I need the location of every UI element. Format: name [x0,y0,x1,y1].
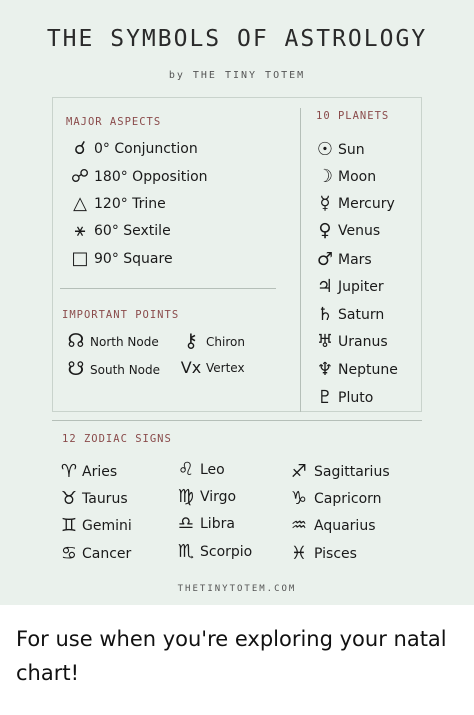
major-aspects-heading: MAJOR ASPECTS [66,116,162,128]
byline: by THE TINY TOTEM [168,70,306,81]
pisces-icon: ♓ [290,543,308,564]
aries-icon: ♈ [60,461,78,482]
zodiac-item [172,488,236,506]
planet-label: Uranus [338,334,388,350]
planet-item [312,278,384,296]
libra-icon: ♎ [177,513,195,534]
mars-icon: ♂ [316,249,334,270]
planet-label: Saturn [338,307,385,323]
zodiac-label: Cancer [82,546,132,562]
planet-item [312,141,365,159]
jupiter-icon: ♃ [316,276,334,297]
zodiac-label: Pisces [314,546,357,562]
aspect-item [66,195,166,213]
gemini-icon: ♊ [60,515,78,536]
aspect-label: 60° Sextile [94,223,171,239]
neptune-icon: ♆ [316,359,334,380]
planet-item [312,168,376,186]
chiron-icon: ⚷ [184,330,198,352]
zodiac-item [56,490,128,508]
planet-label: Jupiter [338,279,384,295]
aspect-item [66,168,208,186]
moon-icon: ☽ [316,166,334,187]
uranus-icon: ♅ [316,331,334,352]
aspect-item [66,140,198,158]
zodiac-item [56,545,131,563]
sagittarius-icon: ♐ [290,461,308,482]
zodiac-label: Leo [200,462,225,478]
zodiac-item [56,517,132,535]
planet-item [312,306,384,324]
zodiac-divider [52,420,422,421]
scorpio-icon: ♏ [177,541,195,562]
zodiac-label: Virgo [200,489,237,505]
poster-title: THE SYMBOLS OF ASTROLOGY [46,26,428,52]
zodiac-item [284,517,375,535]
venus-icon: ♀ [318,220,332,241]
planet-label: Sun [338,142,365,158]
point-label: Chiron [206,334,245,349]
zodiac-item [284,463,390,481]
aspect-label: 0° Conjunction [94,141,198,157]
footer-url: THETINYTOTEM.COM [177,584,297,594]
zodiac-item [172,515,235,533]
planet-label: Moon [338,169,377,185]
planet-label: Neptune [338,362,398,378]
point-item [176,332,245,351]
capricorn-icon: ♑ [290,488,308,509]
planets-heading: 10 PLANETS [316,110,390,122]
point-label: Vertex [206,361,245,375]
vertex-icon: Vx [180,358,202,377]
cancer-icon: ♋ [60,543,78,564]
zodiac-label: Scorpio [200,544,253,560]
mercury-icon: ☿ [319,193,331,214]
aspect-item [66,250,173,268]
conjunction-icon: ☌ [73,138,87,159]
zodiac-item [284,490,382,508]
saturn-icon: ♄ [316,304,334,325]
planet-label: Mars [338,252,372,268]
zodiac-label: Capricorn [314,491,382,507]
square-icon: □ [71,248,89,269]
zodiac-label: Taurus [82,491,128,507]
north-node-icon: ☊ [67,330,85,352]
planet-label: Venus [338,223,381,239]
aquarius-icon: ♒ [290,515,308,536]
zodiac-item [56,463,117,481]
section-divider [60,288,276,289]
column-divider [300,108,301,412]
south-node-icon: ☋ [67,358,85,380]
planet-item [312,361,398,379]
trine-icon: △ [73,193,87,214]
planet-item [312,195,395,213]
planet-item [312,251,372,269]
aspect-item [66,222,171,240]
aspect-label: 90° Square [94,251,173,267]
virgo-icon: ♍ [177,486,195,507]
opposition-icon: ☍ [70,166,90,187]
zodiac-item [172,543,252,561]
point-item [62,360,160,379]
zodiac-label: Aries [82,464,118,480]
zodiac-label: Aquarius [314,518,376,534]
zodiac-item [284,545,357,563]
leo-icon: ♌ [177,459,195,480]
point-label: North Node [90,334,159,349]
sun-icon: ☉ [316,139,334,160]
planet-item [312,222,380,240]
pluto-icon: ♇ [316,387,334,408]
aspect-label: 120° Trine [94,196,166,212]
zodiac-label: Libra [200,516,235,532]
planet-item [312,333,388,351]
point-item [62,332,159,351]
planet-label: Mercury [338,196,395,212]
caption-text: For use when you're exploring your natal chart! [16,627,447,685]
aspect-label: 180° Opposition [94,169,208,185]
zodiac-label: Sagittarius [314,464,390,480]
zodiac-heading: 12 ZODIAC SIGNS [62,433,172,445]
planet-item [312,389,373,407]
zodiac-label: Gemini [82,518,132,534]
sextile-icon: ⚹ [74,220,86,241]
taurus-icon: ♉ [60,488,78,509]
planet-label: Pluto [338,390,374,406]
important-points-heading: IMPORTANT POINTS [62,309,180,321]
zodiac-item [172,461,225,479]
point-item [176,360,245,376]
point-label: South Node [90,362,161,377]
